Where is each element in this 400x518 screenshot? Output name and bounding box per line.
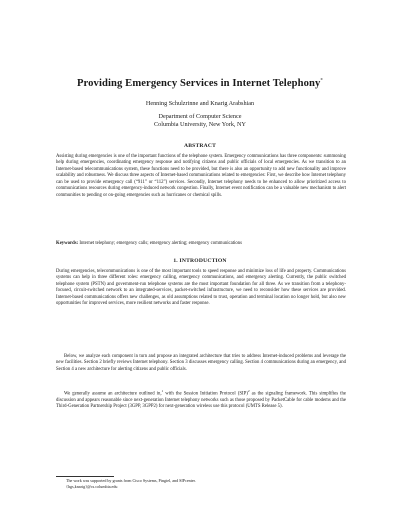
footnote-rule [56, 476, 114, 477]
citation-ref-1[interactable]: 1 [161, 389, 164, 393]
footnotes [56, 478, 346, 489]
citation-ref-2[interactable]: 2 [247, 389, 250, 393]
author-list: Henning Schulzrinne and Knarig Arabshian [145, 100, 255, 107]
affiliation [0, 113, 400, 130]
footnote-emails: {hgs,knarig}@cs.columbia.edu [66, 483, 118, 489]
paper-title [0, 78, 400, 89]
department: Department of Computer Science [158, 113, 242, 120]
footnote-funding: The work was supported by grants from Cisco Systems, Pingtel, and SIPcenter. [66, 478, 196, 483]
intro-p3-part-a: We generally assume an architecture outlined in, [64, 391, 162, 397]
keywords-label: Keywords: [56, 241, 79, 246]
paper-title-text: Providing Emergency Services in Internet Telephony [76, 78, 321, 89]
intro-p3-part-b: with the Session Initiation Protocol (SIP) [163, 391, 248, 397]
title-footnote-mark: * [320, 78, 324, 84]
abstract-text: Assisting during emergencies is one of the important functions of the telephone system. Emergency communications has three components: summoning help during emergencies, coordinating emergency response and notifying citizens and public officials of local emergencies. As we transition to an Internet-based telecommunications system, these functions need to be provided, but there is also an opportunity to add new functionality and improve scalability and robustness. We discuss three aspects of Internet-based communications related to emergencies: First, we describe how Internet telephony can be used to provide emergency call (“911” or “112”) services. Secondly, Internet telephony needs to be enhanced to allow prioritized access to communications resources during emergency-induced network congestion. Finally, Internet event notification can be a valuable new mechanism to alert communities to pending or on-going emergencies such as hurricanes or chemical spills. [56, 154, 346, 198]
section-heading-introduction: 1. INTRODUCTION [173, 258, 227, 264]
keywords [56, 241, 346, 247]
keywords-text: Internet telephony; emergency calls; emergency alerting; emergency communications [79, 241, 242, 246]
abstract-heading: ABSTRACT [183, 143, 217, 149]
university: Columbia University, New York, NY [154, 121, 246, 129]
intro-paragraph-2: Below, we analyze each component in turn and propose an integrated architecture that tries to address Internet-induced problems and leverage the new facilities. Section 2 briefly reviews Internet telephony. Section 3 discusses emergency calling. Section 4 communications during an emergency, and Section 4 a new architecture for alerting citizens and public officials. [56, 354, 346, 372]
intro-p3-part-c: as the signaling framework. This simplifies the discussion and appears reasonable since next-generation Internet telephony networks such as those proposed by PacketCable for cable modems and the Third-Generation Partnership Project (3GPP, 3GPP2) for next-generation wireless use this protocol (UMTS Release 5). [56, 391, 346, 410]
intro-paragraph-1: During emergencies, telecommunications is one of the most important tools to speed response and minimize loss of life and property. Communications systems can help in three different roles: emergency calling, emergency communications, and emergency alerting. Currently, the public switched telephone system (PSTN) and government-run telephone systems are the most important foundation for all three. As we transition from a telephony-focused, circuit-switched network to an integrated-services, packet-switched infrastructure, we need to reconsider how these services are provided. Internet-based communications offers new challenges, as old assumptions related to trust, operation and terminal location no longer hold, but also new opportunities for improved services, more resilient networks and faster response. [56, 269, 346, 307]
intro-paragraph-3 [56, 391, 346, 411]
